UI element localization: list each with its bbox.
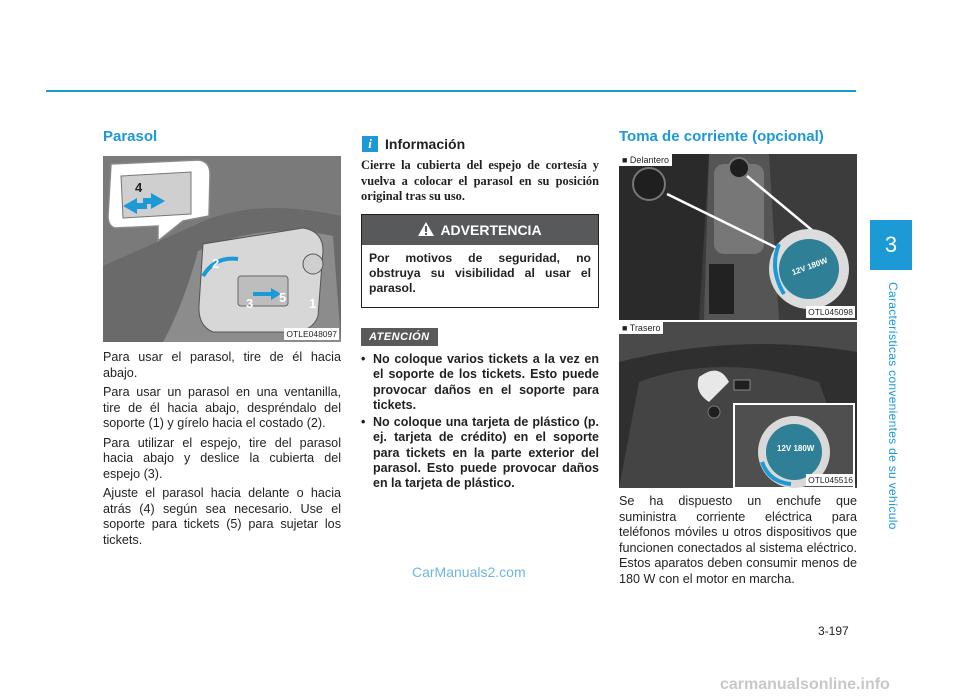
warning-title: ADVERTENCIA [440, 222, 542, 238]
list-item: • No coloque una tarjeta de plástico (p. ej. tarjeta de crédito) en el soporte para tickets en la parte exterior del parasol. Esto puede provocar daños en la tarjeta de plástico. [361, 415, 599, 491]
callout-4: 4 [135, 180, 143, 195]
list-item: • No coloque varios tickets a la vez en el soporte de los tickets. Esto puede provocar daños en el soporte para tickets. [361, 352, 599, 413]
warning-box [361, 214, 599, 308]
rear-outlet-illustration [619, 322, 857, 488]
watermark-center: CarManuals2.com [412, 564, 526, 580]
sunvisor-figure [103, 156, 341, 342]
power-outlet-text: Se ha dispuesto un enchufe que suministra corriente eléctrica para teléfonos móviles u otros dispositivos que funcionen conectados al sistema eléctrico. Estos aparatos deben consumir menos de 180 W con el motor en marcha. [619, 494, 857, 586]
atencion-label: ATENCIÓN [361, 328, 438, 346]
front-socket-text: 12V 180W [790, 255, 829, 278]
front-outlet-illustration [619, 154, 857, 320]
rear-outlet-figure [619, 322, 857, 488]
parasol-paragraph: Para utilizar el espejo, tire del parasol hacia abajo y deslice la cubierta del espejo (3). [103, 435, 341, 481]
warning-header [362, 215, 598, 245]
info-icon: i [362, 136, 378, 152]
callout-1: 1 [309, 296, 317, 311]
info-text: Cierre la cubierta del espejo de cortesía y vuelva a colocar el parasol en su posición original tras su uso. [361, 158, 599, 203]
rear-figure-code: OTL045516 [808, 475, 853, 485]
front-label: ■ Delantero [619, 154, 672, 166]
warning-text: Por motivos de seguridad, no obstruya su visibilidad al usar el parasol. [369, 251, 591, 295]
rear-socket-text: 12V 180W [777, 444, 815, 453]
info-title: Información [385, 136, 466, 152]
top-rule [46, 90, 856, 92]
callout-2: 2 [212, 256, 220, 271]
rear-label: ■ Trasero [619, 322, 663, 334]
warning-triangle-icon [418, 222, 434, 239]
parasol-paragraph: Para usar el parasol, tire de él hacia abajo. [103, 350, 341, 380]
callout-5: 5 [279, 290, 287, 305]
callout-3: 3 [246, 296, 254, 311]
parasol-paragraph: Para usar un parasol en una ventanilla, tire de él hacia abajo, despréndalo del soporte (1) y gírelo hacia el costado (2). [103, 385, 341, 430]
parasol-body [103, 350, 341, 552]
page-number: 3-197 [818, 624, 849, 638]
chapter-title: Características convenientes de su vehículo [886, 282, 900, 530]
front-outlet-figure [619, 154, 857, 320]
figure-code: OTLE048097 [286, 329, 337, 339]
chapter-tab: 3 [870, 220, 912, 270]
parasol-title: Parasol [103, 128, 158, 145]
front-figure-code: OTL045098 [808, 307, 853, 317]
power-outlet-title: Toma de corriente (opcional) [619, 128, 824, 145]
atencion-list [361, 352, 599, 494]
watermark-bottom: carmanualsonline.info [720, 676, 890, 693]
parasol-paragraph: Ajuste el parasol hacia delante o hacia atrás (4) según sea necesario. Use el soporte para tickets (5) para sujetar los tickets. [103, 486, 341, 547]
